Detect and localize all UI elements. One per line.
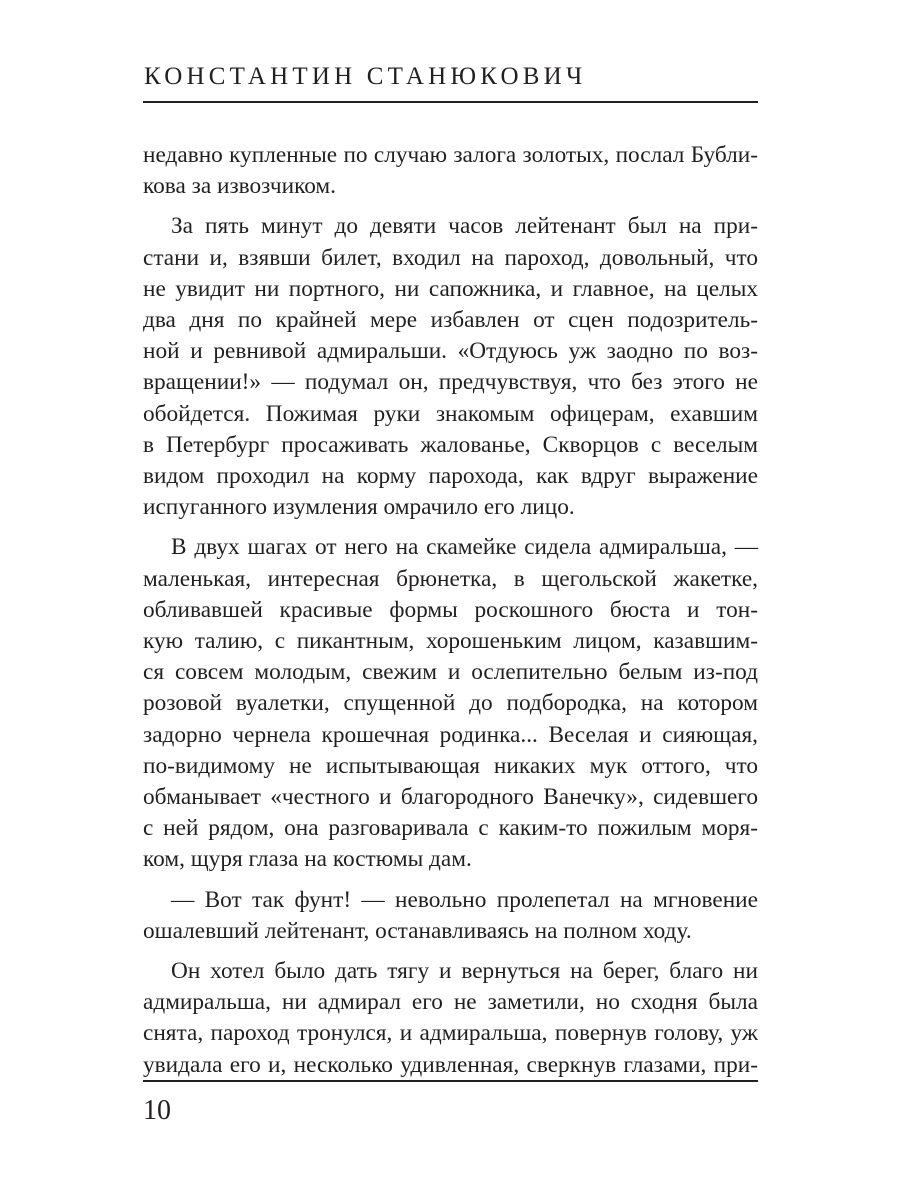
- text-line: кова за извозчиком.: [143, 173, 336, 200]
- text-line: недавно купленные по случаю залога золотых, послал Бубли-: [143, 142, 758, 168]
- paragraph-4: [143, 885, 758, 947]
- text-line: адмиральша, ни адмирал его не заметили, но сходня была: [143, 989, 758, 1016]
- text-line: ком, щуря глаза на костюмы дам.: [143, 846, 472, 873]
- text-line: задорно чернела крошечная родинка... Веселая и сияющая,: [143, 721, 758, 748]
- text-line: ошалевший лейтенант, останавливаясь на полном ходу.: [143, 917, 692, 944]
- text-line: два дня по крайней мере избавлен от сцен подозритель-: [143, 307, 758, 334]
- text-line: обойдется. Пожимая руки знакомым офицерам, ехавшим: [143, 400, 758, 427]
- text-line: маленькая, интересная брюнетка, в щегольской жакетке,: [143, 565, 758, 592]
- page-number: 10: [143, 1095, 171, 1126]
- text-line: обливавшей красивые формы роскошного бюста и тон-: [143, 596, 758, 623]
- header-rule: [143, 101, 758, 103]
- text-line: розовой вуалетки, спущенной до подбородка, на котором: [143, 690, 758, 717]
- footer-rule: [143, 1080, 758, 1082]
- body-text: [143, 140, 758, 1081]
- text-line: по-видимому не испытывающая никаких мук оттого, что: [143, 752, 758, 779]
- text-line: испуганного изумления омрачило его лицо.: [143, 494, 575, 521]
- text-line: обманывает «честного и благородного Ванечку», сидевшего: [143, 784, 758, 811]
- text-line: увидала его и, несколько удивленная, сверкнув глазами, при-: [143, 1051, 758, 1078]
- text-line: кую талию, с пикантным, хорошеньким лицом, казавшим-: [143, 628, 758, 655]
- text-line: в Петербург просаживать жалованье, Скворцов с веселым: [143, 431, 758, 458]
- text-line: стани и, взявши билет, входил на пароход, довольный, что: [143, 244, 758, 271]
- paragraph-3: [143, 532, 758, 875]
- text-line: ной и ревнивой адмиральши. «Отдуюсь уж заодно по воз-: [143, 338, 758, 365]
- text-line: ся совсем молодым, свежим и ослепительно белым из-под: [143, 659, 758, 686]
- paragraph-2: [143, 211, 758, 523]
- text-line: В двух шагах от него на скамейке сидела адмиральша, —: [171, 534, 758, 561]
- text-line: — Вот так фунт! — невольно пролепетал на мгновение: [171, 886, 758, 913]
- text-line: За пять минут до девяти часов лейтенант был на при-: [171, 213, 758, 240]
- paragraph-5: [143, 956, 758, 1081]
- paragraph-1: [143, 140, 758, 202]
- text-line: вращении!» — подумал он, предчувствуя, что без этого не: [143, 369, 758, 396]
- text-line: с ней рядом, она разговаривала с каким-то пожилым моря-: [143, 815, 758, 842]
- text-line: видом проходил на корму парохода, как вдруг выражение: [143, 463, 758, 490]
- text-line: снята, пароход тронулся, и адмиральша, повернув голову, уж: [143, 1020, 758, 1047]
- text-line: не увидит ни портного, ни сапожника, и главное, на целых: [143, 275, 758, 302]
- text-line: Он хотел было дать тягу и вернуться на берег, благо ни: [171, 958, 758, 985]
- running-head-author: КОНСТАНТИН СТАНЮКОВИЧ: [144, 63, 587, 90]
